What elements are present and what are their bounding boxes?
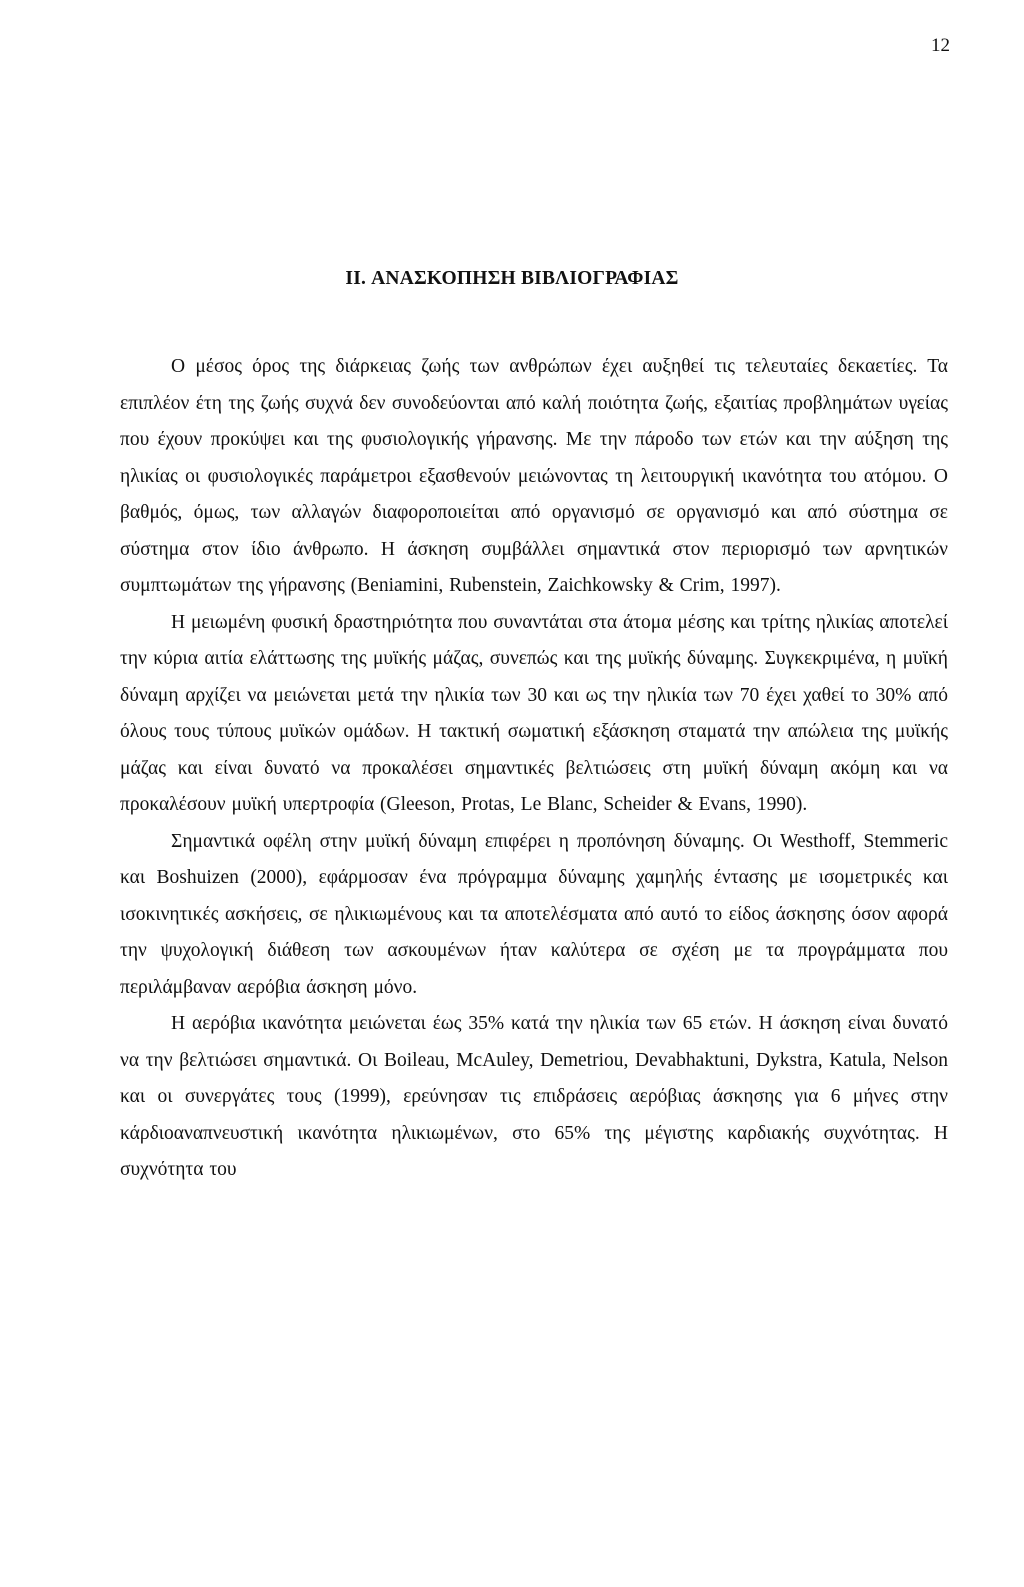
paragraph: Η μειωμένη φυσική δραστηριότητα που συναντάται στα άτομα μέσης και τρίτης ηλικίας αποτελεί την κύρια αιτία ελάττωσης της μυϊκής μάζας, συνεπώς και της μυϊκής δύναμης. Συγκεκριμένα, η μυϊκή δύναμη αρχίζει να μειώνεται μετά την ηλικία των 30 και ως την ηλικία των 70 έχει χαθεί το 30% από όλους τους τύπους μυϊκών ομάδων. Η τακτική σωματική εξάσκηση σταματά την απώλεια της μυϊκής μάζας και είναι δυνατό να προκαλέσει σημαντικές βελτιώσεις στη μυϊκή δύναμη ακόμη και να προκαλέσουν μυϊκή υπερτροφία (Gleeson, Protas, Le Blanc, Scheider & Evans, 1990). — [120, 611, 948, 815]
section-heading: II. ΑΝΑΣΚΟΠΗΣΗ ΒΙΒΛΙΟΓΡΑΦΙΑΣ — [345, 268, 679, 289]
paragraph: Η αερόβια ικανότητα μειώνεται έως 35% κατά την ηλικία των 65 ετών. Η άσκηση είναι δυνατό να την βελτιώσει σημαντικά. Οι Boileau, McAuley, Demetriou, Devabhaktuni, Dykstra, Katula, Nelson και οι συνεργάτες τους (1999), ερεύνησαν τις επιδράσεις αερόβιας άσκησης για 6 μήνες στην κάρδιοαναπνευστική ικανότητα ηλικιωμένων, στο 65% της μέγιστης καρδιακής συχνότητας. Η συχνότητα του — [120, 1013, 948, 1180]
page-number: 12 — [931, 35, 950, 56]
paragraph: Σημαντικά οφέλη στην μυϊκή δύναμη επιφέρει η προπόνηση δύναμης. Οι Westhoff, Stemmeric και Boshuizen (2000), εφάρμοσαν ένα πρόγραμμα δύναμης χαμηλής έντασης με ισομετρικές και ισοκινητικές ασκήσεις, σε ηλικιωμένους και τα αποτελέσματα από αυτό το είδος άσκησης όσον αφορά την ψυχολογική διάθεση των ασκουμένων ήταν καλύτερα σε σχέση με τα προγράμματα που περιλάμβαναν αερόβια άσκηση μόνο. — [120, 830, 948, 998]
paragraph: Ο μέσος όρος της διάρκειας ζωής των ανθρώπων έχει αυξηθεί τις τελευταίες δεκαετίες. Τα επιπλέον έτη της ζωής συχνά δεν συνοδεύονται από καλή ποιότητα ζωής, εξαιτίας προβλημάτων υγείας που έχουν προκύψει και της φυσιολογικής γήρανσης. Με την πάροδο των ετών και την αύξηση της ηλικίας οι φυσιολογικές παράμετροι εξασθενούν μειώνοντας τη λειτουργική ικανότητα του ατόμου. Ο βαθμός, όμως, των αλλαγών διαφοροποιείται από οργανισμό σε οργανισμό και από σύστημα σε σύστημα στον ίδιο άνθρωπο. Η άσκηση συμβάλλει σημαντικά στον περιορισμό των αρνητικών συμπτωμάτων της γήρανσης (Beniamini, Rubenstein, Zaichkowsky & Crim, 1997). — [120, 356, 948, 596]
body-text — [120, 349, 948, 1189]
